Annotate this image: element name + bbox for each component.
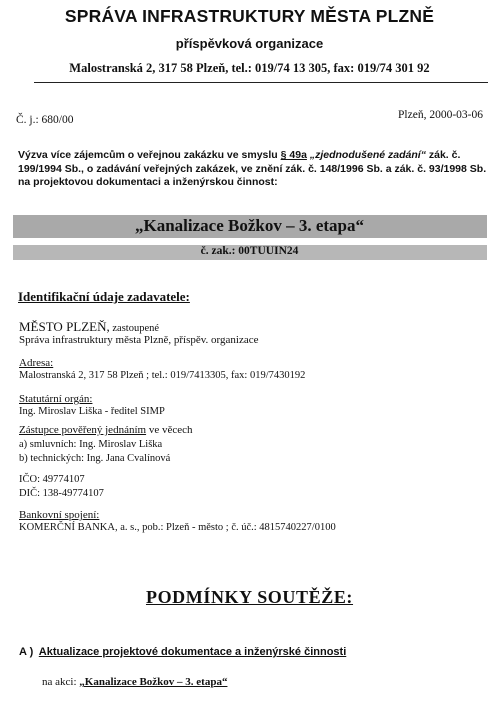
bank-label: Bankovní spojení: — [19, 509, 100, 521]
intro-text-3: zák. č. 199/1994 Sb., o zadávání veřejných zakázek, ve znění zák. č. 148/1996 Sb. a zák. č. 93/1998 Sb. na projektovou dokumentaci a inženýrskou činnost: — [18, 149, 487, 188]
organization-name: SPRÁVA INFRASTRUKTURY MĚSTA PLZNĚ — [64, 6, 435, 26]
item-a-marker: A ) — [19, 646, 34, 658]
intro-simplified: „zjednodušené zadání“ — [309, 149, 426, 161]
deputies-suffix: ve věcech — [146, 424, 193, 436]
entity-name: MĚSTO PLZEŇ, — [19, 319, 110, 334]
entity-note: zastoupené — [109, 323, 160, 334]
technical-contact: b) technických: Ing. Jana Cvalínová — [19, 453, 171, 464]
identification-heading: Identifikační údaje zadavatele: — [18, 289, 190, 304]
header-divider — [34, 82, 488, 83]
item-a — [19, 646, 346, 658]
bank-value: KOMERČNÍ BANKA, a. s., pob.: Plzeň - město ; č. úč.: 4815740227/0100 — [19, 522, 336, 533]
order-number: č. zak.: 00TUUIN24 — [200, 245, 299, 257]
statutory-value: Ing. Miroslav Liška - ředitel SIMP — [19, 406, 165, 417]
item-a-title: Aktualizace projektové dokumentace a inženýrské činnosti — [38, 646, 347, 658]
deputies-line — [19, 424, 193, 436]
akce-line — [42, 676, 227, 688]
intro-paragraph — [18, 149, 488, 190]
intro-text-1: Výzva více zájemcům o veřejnou zakázku ve smyslu — [18, 149, 281, 161]
address-label: Adresa: — [19, 357, 54, 369]
conditions-heading: PODMÍNKY SOUTĚŽE: — [145, 587, 354, 607]
place-date: Plzeň, 2000-03-06 — [398, 109, 483, 121]
address-value: Malostranská 2, 317 58 Plzeň ; tel.: 019/7413305, fax: 019/7430192 — [19, 370, 306, 381]
statutory-label: Statutární orgán: — [19, 393, 93, 405]
dic-value: DIČ: 138-49774107 — [19, 488, 104, 499]
intro-section-ref: § 49a — [280, 149, 307, 161]
akce-label: na akci: — [42, 676, 80, 688]
represented-by: Správa infrastruktury města Plzně, příspěv. organizace — [19, 334, 259, 346]
project-title: „Kanalizace Božkov – 3. etapa“ — [134, 216, 364, 235]
header-address: Malostranská 2, 317 58 Plzeň, tel.: 019/74 13 305, fax: 019/74 301 92 — [69, 61, 430, 75]
deputies-label: Zástupce pověřený jednáním — [19, 424, 147, 436]
organization-type: příspěvková organizace — [175, 36, 324, 51]
ico-value: IČO: 49774107 — [19, 474, 85, 485]
akce-value: „Kanalizace Božkov – 3. etapa“ — [79, 676, 228, 688]
contractual-contact: a) smluvních: Ing. Miroslav Liška — [19, 439, 163, 450]
reference-number: Č. j.: 680/00 — [16, 114, 74, 126]
